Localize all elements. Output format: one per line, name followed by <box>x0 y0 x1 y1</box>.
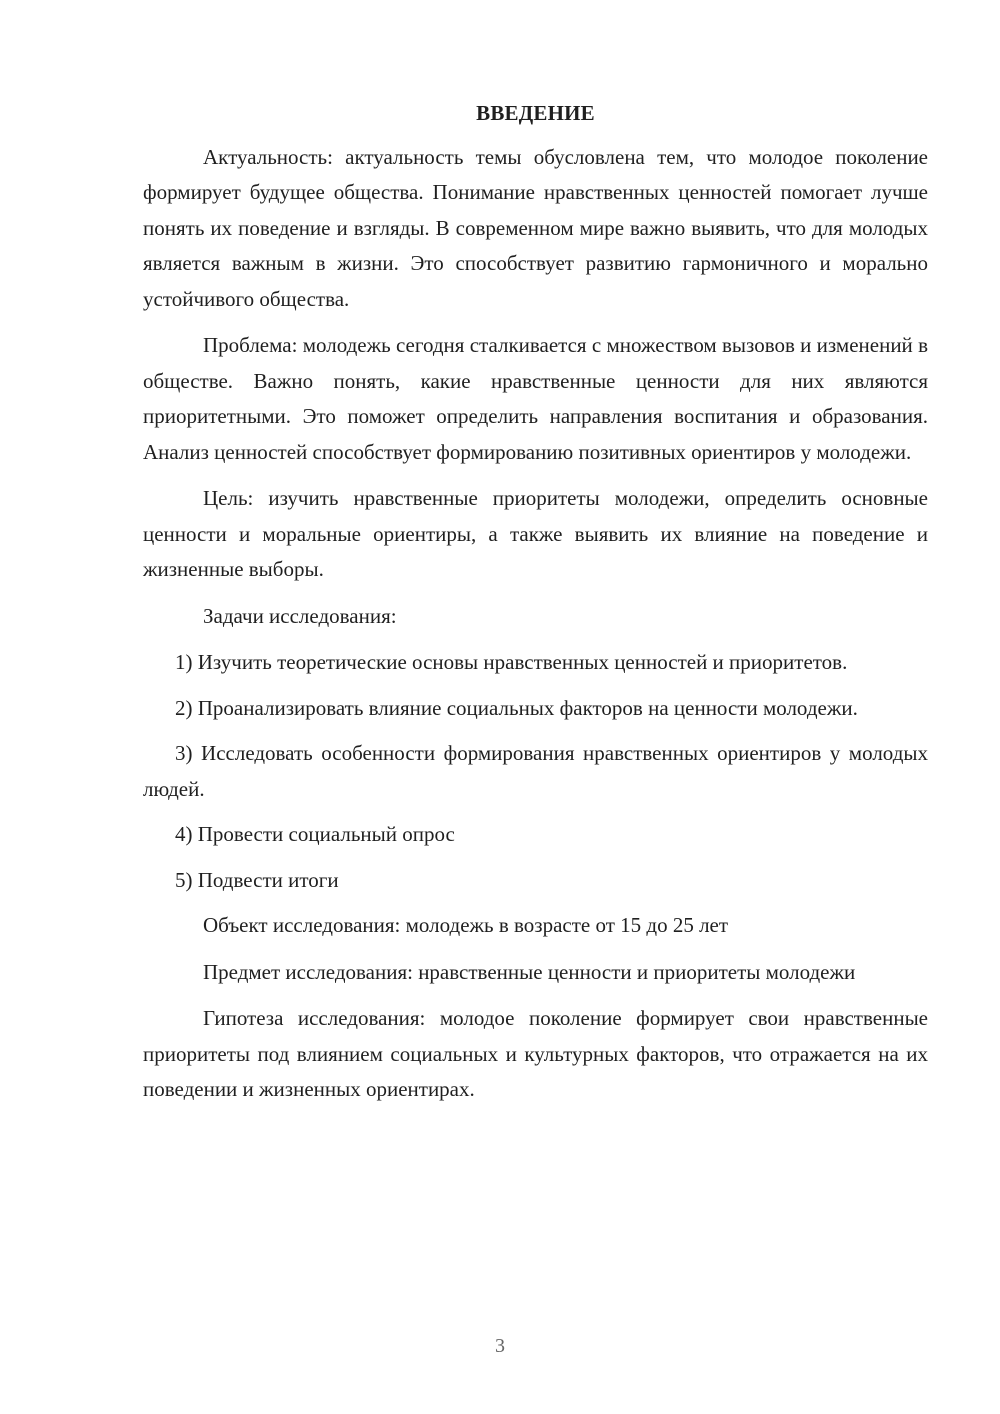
list-item-task-1: 1) Изучить теоретические основы нравственных ценностей и приоритетов. <box>175 650 848 674</box>
page-title: ВВЕДЕНИЕ <box>476 101 595 125</box>
paragraph-goal: Цель: изучить нравственные приоритеты молодежи, определить основные ценности и моральные ориентиры, а также выявить их влияние на поведение и жизненные выборы. <box>143 486 928 581</box>
list-item-task-2: 2) Проанализировать влияние социальных факторов на ценности молодежи. <box>175 695 858 720</box>
paragraph-object: Объект исследования: молодежь в возрасте от 15 до 25 лет <box>203 913 729 937</box>
document-page <box>143 96 928 1119</box>
paragraph-subject: Предмет исследования: нравственные ценности и приоритеты молодежи <box>203 959 856 984</box>
list-item-task-5: 5) Подвести итоги <box>175 867 339 892</box>
tasks-heading: Задачи исследования: <box>203 603 397 628</box>
paragraph-hypothesis: Гипотеза исследования: молодое поколение формирует свои нравственные приоритеты под влиянием социальных и культурных факторов, что отражается на их поведении и жизненных ориентирах. <box>143 1006 928 1101</box>
paragraph-problem: Проблема: молодежь сегодня сталкивается с множеством вызовов и изменений в обществе. Важно понять, какие нравственные ценности для них являются приоритетными. Это поможет определить направления воспитания и образования. Анализ ценностей способствует формированию позитивных ориентиров у молодежи. <box>143 333 928 464</box>
list-item-task-3: 3) Исследовать особенности формирования нравственных ориентиров у молодых людей. <box>143 741 928 801</box>
paragraph-relevance: Актуальность: актуальность темы обусловлена тем, что молодое поколение формирует будущее общества. Понимание нравственных ценностей помогает лучше понять их поведение и взгляды. В современном мире важно выявить, что для молодых является важным в жизни. Это способствует развитию гармоничного и морально устойчивого общества. <box>143 144 928 311</box>
list-item-task-4: 4) Провести социальный опрос <box>175 822 455 846</box>
page-number: 3 <box>495 1335 505 1357</box>
